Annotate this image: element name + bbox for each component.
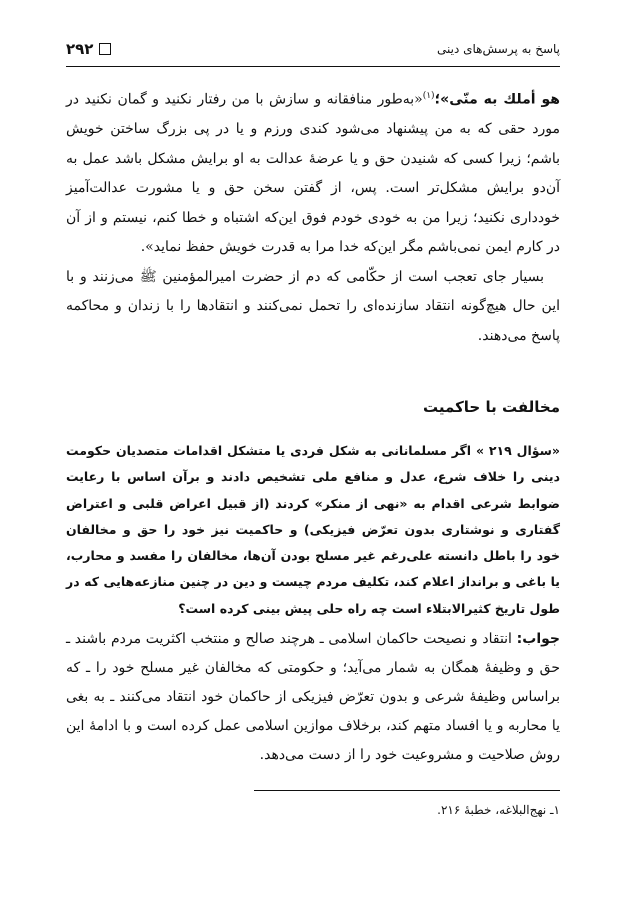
page-header (66, 40, 560, 64)
answer-block (66, 625, 560, 770)
intro-paragraph-1-text: «به‌طور منافقانه و سازش با من رفتار نکنید و گمان نکنید در مورد حقی که به من پیشنهاد می‌شود کندی ورزم و یا در پی بزرگ ساختن خویش باشم؛ زیرا کسی که شنیدن حق و یا عرضهٔ عدالت به او برایش مشکل باشد عمل به آن‌دو برایش مشکل‌تر است. پس، از گفتن سخن حق و یا مشورت عدالت‌آمیز خودداری نکنید؛ زیرا من به خودی خودم فوق این‌که اشتباه و خطا کنم، نیستم و از آن در کارم ایمن نمی‌باشم مگر این‌که خدا مرا به قدرت خویش حفظ نماید». (66, 91, 560, 256)
answer-label: جواب: (516, 631, 560, 647)
footnote: ۱ـ نهج‌البلاغه، خطبهٔ ۲۱۶. (437, 803, 560, 817)
header-divider (66, 66, 560, 67)
question-number: «سؤال ۲۱۹ » (475, 443, 560, 458)
arabic-quote-end: هو أملك به منّى»؛ (434, 91, 561, 108)
page-number: ۲۹۲ (66, 40, 94, 58)
question-text: اگر مسلمانانی به شکل فردی یا متشکل اقدامات متصدیان حکومت دینی را خلاف شرع، عدل و منافع ملی تشخیص دادند و برآن اساس با رعایت ضوابط شرعی اقدام به «نهی از منکر» کردند (از قبیل اعراض قلبی و اعتراض گفتاری و نوشتاری بدون تعرّض فیزیکی) و حاکمیت نیز خود را حق و مخالفان خود را باطل دانسته علی‌رغم غیر مسلح بودن آن‌ها، مخالفان را مفسد و محارب، یا باغی و برانداز اعلام کند، تکلیف مردم چیست و دین در چنین منازعه‌هایی که در طول تاریخ کثیرالابتلاء است چه راه حلی پیش بینی کرده است؟ (66, 443, 560, 616)
page-number-block (66, 40, 111, 58)
square-bullet-icon (99, 43, 111, 55)
footnote-divider (254, 790, 560, 791)
intro-paragraph-2 (66, 263, 560, 352)
intro-text (66, 82, 560, 351)
intro-paragraph-1 (66, 82, 560, 263)
question-block (66, 438, 560, 622)
footnote-reference[interactable]: (۱) (422, 91, 435, 101)
answer-text: انتقاد و نصیحت حاکمان اسلامی ـ هرچند صالح و منتخب اکثریت مردم باشند ـ حق و وظیفهٔ همگان به شمار می‌آید؛ و حکومتی که مخالفان غیر مسلح خود را ـ که براساس وظیفهٔ شرعی و بدون تعرّض فیزیکی از حاکمان خود انتقاد می‌کنند ـ به بغی یا محاربه و یا افساد متهم کند، برخلاف موازین اسلامی عمل کرده است و با ادامهٔ این روش صلاحیت و مشروعیت خود را از دست می‌دهد. (66, 631, 560, 763)
intro-paragraph-2-text: بسیار جای تعجب است از حکّامی که دم از حضرت امیرالمؤمنین ﷺ می‌زنند و با این حال هیچ‌گونه انتقاد سازنده‌ای را تحمل نمی‌کنند و انتقادها را با زندان و محاکمه پاسخ می‌دهند. (66, 268, 560, 344)
running-title: پاسخ به پرسش‌های دینی (436, 42, 560, 56)
section-heading: مخالفت با حاکمیت (423, 398, 560, 416)
